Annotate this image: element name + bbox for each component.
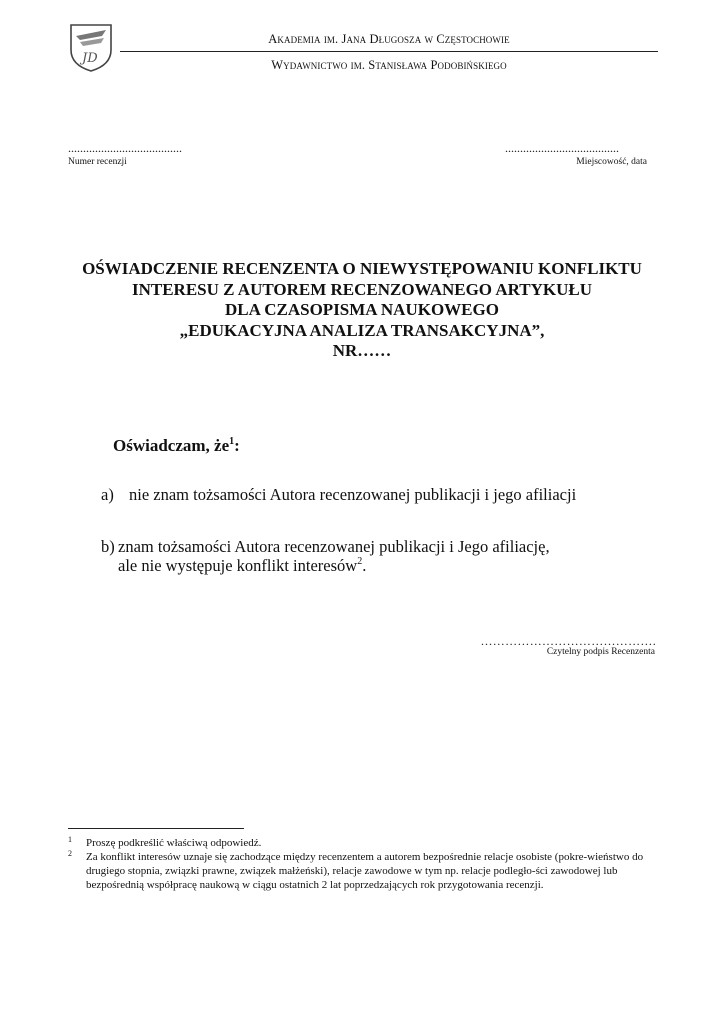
place-date-label: Miejscowość, data xyxy=(576,157,647,167)
header-divider xyxy=(120,51,658,52)
title-line: INTERESU Z AUTOREM RECENZOWANEGO ARTYKUŁU xyxy=(131,279,593,299)
footnote-1 xyxy=(68,836,648,850)
title-line: OŚWIADCZENIE RECENZENTA O NIEWYSTĘPOWANIU KONFLIKTU xyxy=(82,259,642,278)
option-marker: a) xyxy=(101,485,114,504)
footnote-text: Za konflikt interesów uznaje się zachodzące między recenzentem a autorem bezpośrednie relacje osobiste (pokre-wieństwo do drugiego stopnia, związki prawne, związek małżeński), relacje zawodowe w tym np. relacje podległo-ści zawodowej lub bezpośrednią współpracę naukową w ciągu ostatnich 2 lat poprzedzających rok przygotowania recenzji. xyxy=(86,851,644,892)
footnote-number: 1 xyxy=(68,835,72,844)
institution-name: Akademia im. Jana Długosza w Częstochowie xyxy=(268,32,510,46)
footnote-number: 2 xyxy=(68,849,72,858)
declaration-lead-text: Oświadczam, że xyxy=(113,436,230,455)
review-number-label: Numer recenzji xyxy=(68,157,127,167)
review-number-dots: ...................................... xyxy=(68,141,182,155)
title-line: NR…… xyxy=(332,341,392,360)
option-continuation: ale nie występuje konflikt interesów xyxy=(118,556,358,575)
title-line: „EDUKACYJNA ANALIZA TRANSAKCYJNA”, xyxy=(179,320,545,340)
option-end: . xyxy=(362,556,367,575)
footnote-2 xyxy=(68,850,648,893)
signature-label: Czytelny podpis Recenzenta xyxy=(546,647,655,657)
option-marker: b) xyxy=(101,537,115,556)
footnote-ref-2: 2 xyxy=(357,556,363,567)
title-line: DLA CZASOPISMA NAUKOWEGO xyxy=(225,300,499,319)
document-title xyxy=(40,259,684,362)
declaration-option-b xyxy=(101,537,550,575)
signature-dots: ……………………………………. xyxy=(480,634,656,648)
svg-text:JD: JD xyxy=(82,51,98,66)
footnote-divider xyxy=(68,828,244,829)
option-text: nie znam tożsamości Autora recenzowanej publikacji i jego afiliacji xyxy=(129,485,577,504)
university-emblem-icon xyxy=(68,22,114,72)
option-text: znam tożsamości Autora recenzowanej publikacji i Jego afiliację, xyxy=(118,537,550,556)
footnote-text: Proszę podkreślić właściwą odpowiedź. xyxy=(86,837,262,849)
place-date-dots: ...................................... xyxy=(505,141,619,155)
publisher-name: Wydawnictwo im. Stanisława Podobińskiego xyxy=(271,58,507,72)
declaration-option-a xyxy=(101,485,576,504)
footnote-ref-1: 1 xyxy=(229,436,235,447)
declaration-lead xyxy=(113,436,240,456)
declaration-colon: : xyxy=(234,436,240,455)
